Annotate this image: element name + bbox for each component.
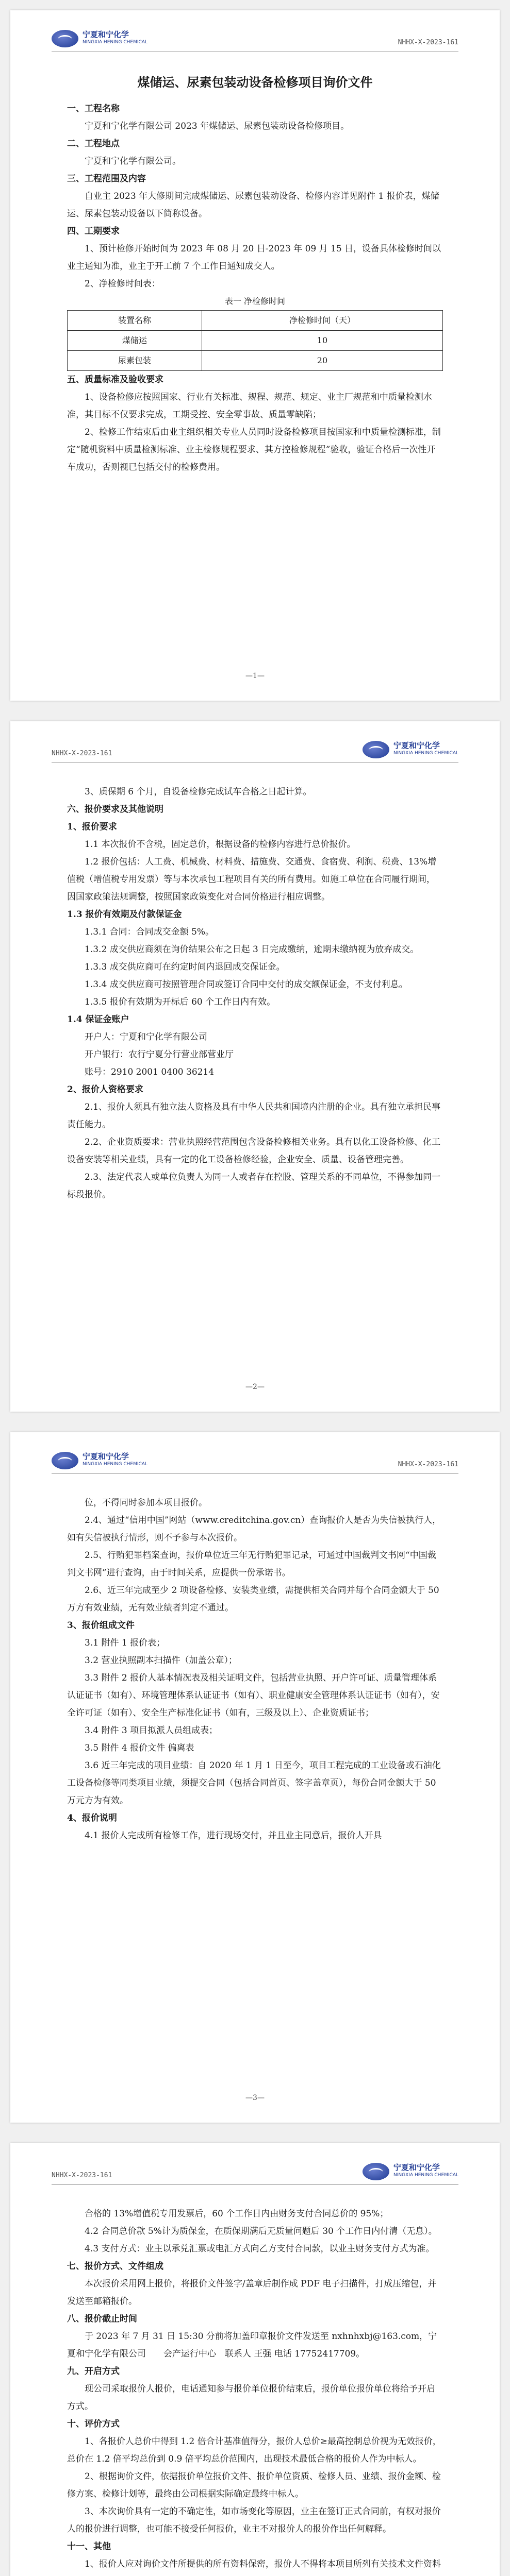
document-page-3	[10, 1432, 500, 2123]
company-logo	[363, 2163, 458, 2180]
paragraph: 自业主 2023 年大修期间完成煤储运、尿素包装动设备、检修内容详见附件 1 报价表，煤储运、尿素包装动设备以下简称设备。	[67, 191, 439, 219]
document-number: NHHX-X-2023-161	[398, 1461, 458, 1468]
table-row	[68, 351, 443, 371]
paragraph: 2.1、报价人须具有独立法人资格及具有中华人民共和国境内注册的企业。具有独立承担民事责任能力。	[67, 1102, 441, 1130]
section-heading: 一、工程名称	[67, 104, 120, 114]
paragraph: 3.6 近三年完成的项目业绩：自 2020 年 1 月 1 日至今，项目工程完成的工业设备或石油化工设备检修等同类项目业绩，须提交合同（包括合同首页、签字盖章页），每份合同金额大于 50 万元方为有效。	[67, 1760, 441, 1806]
paragraph: 1、各报价人总价中得到 1.2 倍合计基准值得分，报价人总价≥最高控制总价视为无效报价，总价在 1.2 倍平均总价到 0.9 倍平均总价范围内，出现技术最低合格的报价人作为中标人。	[67, 2436, 441, 2464]
section-heading: 四、工期要求	[67, 226, 120, 236]
paragraph: 现公司采取报价人报价，电话通知参与报价单位报价结束后，报价单位报价单位将给予开启方式。	[67, 2384, 435, 2412]
paragraph: 账号：2910 2001 0400 36214	[85, 1067, 215, 1077]
page-content	[67, 2205, 443, 2576]
logo-cn-text: 宁夏和宁化学	[393, 741, 440, 750]
paragraph: 3.2 营业执照副本扫描件（加盖公章）；	[85, 1655, 237, 1666]
logo-en-text: NINGXIA HENING CHEMICAL	[83, 40, 147, 45]
paragraph: 1、预计检修开始时间为 2023 年 08 月 20 日-2023 年 09 月 15 日，设备具体检修时间以业主通知为准，业主于开工前 7 个工作日通知成交人。	[67, 244, 441, 272]
table-cell: 尿素包装	[68, 351, 202, 371]
paragraph: 于 2023 年 7 月 31 日 15:30 分前将加盖印章报价文件发送至 nxhnhxbj@163.com，宁夏和宁化学有限公司 会产运行中心 联系人 王强 电话 17752417709。	[67, 2331, 437, 2359]
document-title: 煤储运、尿素包装动设备检修项目询价文件	[137, 75, 373, 90]
logo-en-text: NINGXIA HENING CHEMICAL	[83, 1462, 147, 1467]
schedule-table	[67, 310, 443, 371]
paragraph: 3.3 附件 2 报价人基本情况表及相关证明文件，包括营业执照、开户许可证、质量管理体系认证证书（如有）、环境管理体系认证证书（如有）、职业健康安全管理体系认证证书（如有），安全许可证（如有）、安全生产标准化证书（如有，三级及以上）、企业资质证书；	[67, 1673, 440, 1718]
section-heading: 七、报价方式、文件组成	[67, 2261, 163, 2272]
paragraph: 宁夏和宁化学有限公司 2023 年煤储运、尿素包装动设备检修项目。	[85, 121, 350, 131]
section-heading: 2、报价人资格要求	[67, 1084, 143, 1095]
section-heading: 十、评价方式	[67, 2419, 120, 2429]
company-logo	[52, 1452, 147, 1469]
section-lines	[67, 100, 443, 293]
table-cell: 20	[202, 351, 442, 371]
paragraph: 2、净检修时间表：	[85, 279, 160, 289]
section-heading: 九、开启方式	[67, 2366, 120, 2377]
paragraph: 1.2 报价包括：人工费、机械费、材料费、措施费、交通费、食宿费、利润、税费、13%增值税（增值税专用发票）等与本次承包工程项目有关的所有费用。如施工单位在合同履行期间，因国家政策法规调整，按照国家政策变化对合同价格进行相应调整。	[67, 857, 437, 902]
paragraph: 1.3.3 成交供应商可在约定时间内退回成交保证金。	[85, 962, 285, 972]
table-row	[68, 331, 443, 351]
logo-icon	[52, 1452, 78, 1469]
logo-cn-text: 宁夏和宁化学	[83, 30, 129, 39]
company-logo	[52, 30, 147, 47]
paragraph: 合格的 13%增值税专用发票后，60 个工作日内由财务支付合同总价的 95%；	[85, 2209, 389, 2219]
logo-en-text: NINGXIA HENING CHEMICAL	[393, 751, 458, 756]
section-heading: 1.3 报价有效期及付款保证金	[67, 909, 182, 920]
page-header	[52, 26, 458, 52]
document-page-1	[10, 10, 500, 701]
paragraph: 4.2 合同总价款 5%计为质保金，在质保期满后无质量问题后 30 个工作日内付清（无息）。	[85, 2226, 437, 2236]
table-cell: 10	[202, 331, 442, 351]
section-heading: 三、工程范围及内容	[67, 174, 146, 184]
page-number: —1—	[245, 672, 265, 680]
paragraph: 1、报价人应对询价文件所提供的所有资料保密，报价人不得将本项目所列有关技术文件资料	[85, 2559, 441, 2569]
table-header-row	[68, 311, 443, 331]
document-page-4	[10, 2143, 500, 2576]
paragraph: 2.5、行贿犯罪档案查询，报价单位近三年无行贿犯罪记录，可通过中国裁判文书网“中国裁判文书网”进行查询，由于时间关系，应提供一份承诺书。	[67, 1550, 436, 1578]
paragraph: 3.5 附件 4 报价文件 偏离表	[85, 1743, 194, 1753]
section-heading: 1.4 保证金账户	[67, 1014, 129, 1025]
logo-icon	[363, 741, 389, 758]
table-cell: 煤储运	[68, 331, 202, 351]
section-heading: 五、质量标准及验收要求	[67, 375, 163, 385]
paragraph: 3、本次询价具有一定的不确定性，如市场变化等原因，业主在签订正式合同前，有权对报价人的报价进行调整，也可能不接受任何报价，业主不对报价人的报价作出任何解释。	[67, 2506, 441, 2534]
page-header	[52, 1448, 458, 1474]
paragraph: 3、质保期 6 个月，自设备检修完成试车合格之日起计算。	[85, 787, 312, 797]
document-number: NHHX-X-2023-161	[52, 750, 112, 757]
paragraph: 开户人：宁夏和宁化学有限公司	[85, 1032, 207, 1042]
page-header	[52, 2159, 458, 2185]
page-content	[67, 783, 443, 1204]
paragraph: 2.2、企业资质要求：营业执照经营范围包含设备检修相关业务。具有以化工设备检修、化工设备安装等相关业绩，具有一定的化工设备检修经验，企业安全、质量、设备管理完善。	[67, 1137, 441, 1165]
page-content	[67, 1494, 443, 1844]
section-heading: 4、报价说明	[67, 1813, 117, 1823]
paragraph: 2.4、通过“信用中国”网站（www.creditchina.gov.cn）查询报价人是否为失信被执行人，如有失信被执行情形，则不予参与本次报价。	[67, 1515, 441, 1543]
table-header-cell: 净检修时间（天）	[202, 311, 442, 331]
paragraph: 1.1 本次报价不含税，固定总价，根据设备的检修内容进行总价报价。	[85, 839, 356, 850]
logo-icon	[52, 30, 78, 47]
paragraph: 位，不得同时参加本项目报价。	[85, 1498, 207, 1508]
logo-cn-text: 宁夏和宁化学	[393, 2163, 440, 2172]
page-header	[52, 737, 458, 763]
table-caption: 表一 净检修时间	[224, 296, 286, 306]
paragraph: 2.3、法定代表人或单位负责人为同一人或者存在控股、管理关系的不同单位，不得参加同一标段报价。	[67, 1172, 441, 1200]
company-logo	[363, 741, 458, 758]
paragraph: 2、根据询价文件，依据报价单位报价文件、报价单位资质、检修人员、业绩、报价金额、检修方案、检修计划等，最终由公司根据实际确定最终中标人。	[67, 2471, 441, 2499]
page-number: —2—	[245, 1383, 265, 1391]
paragraph: 3.1 附件 1 报价表；	[85, 1638, 166, 1648]
section-heading: 1、报价要求	[67, 822, 117, 832]
section-heading: 八、报价截止时间	[67, 2314, 137, 2324]
paragraph: 1.3.5 报价有效期为开标后 60 个工作日内有效。	[85, 997, 276, 1007]
section-heading: 十一、其他	[67, 2541, 111, 2552]
paragraph: 1、设备检修应按照国家、行业有关标准、规程、规范、规定、业主厂规范和中质量检测水准，其目标不仅要求完成，工期受控、安全零事故、质量零缺陷；	[67, 392, 432, 420]
paragraph: 开户银行：农行宁夏分行营业部营业厅	[85, 1049, 234, 1060]
document-number: NHHX-X-2023-161	[398, 39, 458, 46]
document-number: NHHX-X-2023-161	[52, 2172, 112, 2179]
document-page-2	[10, 721, 500, 1412]
paragraph: 2、检修工作结束后由业主组织相关专业人员同时设备检修项目按国家和中质量检测标准，制定“随机资料中质量检测标准、业主检修规程要求、其方控检修规程”验收，验证合格后一次性开车成功，否则视已包括交付的检修费用。	[67, 427, 441, 472]
section-heading: 3、报价组成文件	[67, 1620, 135, 1631]
table-header-cell: 装置名称	[68, 311, 202, 331]
section-heading: 二、工程地点	[67, 139, 120, 149]
section-heading: 六、报价要求及其他说明	[67, 804, 163, 815]
page-number: —3—	[245, 2094, 265, 2102]
paragraph: 宁夏和宁化学有限公司。	[85, 156, 181, 166]
paragraph: 本次报价采用网上报价，将报价文件签字/盖章后制作成 PDF 电子扫描件，打成压缩包，并发送至邮箱报价。	[67, 2279, 437, 2307]
paragraph: 1.3.4 成交供应商可按照管理合同或签订合同中交付的成交额保证金，不支付利息。	[85, 979, 408, 990]
section-lines	[67, 371, 443, 476]
paragraph: 4.3 支付方式：业主以承兑汇票或电汇方式向乙方支付合同款，以业主财务支付方式为准。	[85, 2244, 435, 2254]
logo-cn-text: 宁夏和宁化学	[83, 1452, 129, 1461]
page-content	[67, 72, 443, 476]
paragraph: 4.1 报价人完成所有检修工作，进行现场交付，并且业主同意后，报价人开具	[85, 1831, 382, 1841]
paragraph: 3.4 附件 3 项目拟派人员组成表；	[85, 1725, 218, 1736]
paragraph: 1.3.2 成交供应商须在询价结果公布之日起 3 日完成缴纳，逾期未缴纳视为放弃成交。	[85, 944, 419, 955]
paragraph: 2.6、近三年完成至少 2 项设备检修、安装类业绩，需提供相关合同并每个合同金额大于 50 万方有效业绩，无有效业绩者判定不通过。	[67, 1585, 439, 1613]
logo-en-text: NINGXIA HENING CHEMICAL	[393, 2173, 458, 2178]
paragraph: 1.3.1 合同：合同成交金额 5%。	[85, 927, 215, 937]
logo-icon	[363, 2163, 389, 2180]
